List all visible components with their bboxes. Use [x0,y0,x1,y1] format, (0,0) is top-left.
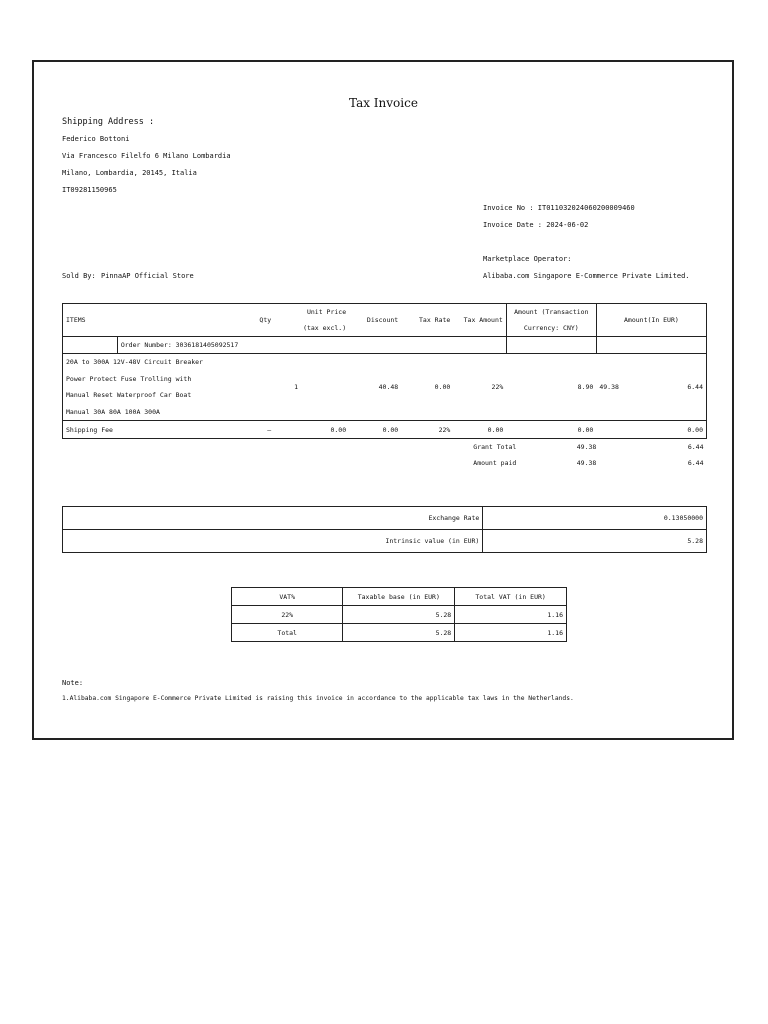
shipping-fee-label: Shipping Fee [63,421,118,439]
marketplace-operator-name: Alibaba.com Singapore E-Commerce Private Limited. [483,272,690,280]
header-amount-transaction-line1: Amount (Transaction [514,308,589,316]
header-amount-eur: Amount(In EUR) [596,304,706,337]
vat-header-rate: VAT% [232,588,343,606]
shipping-fee-discount: 0.00 [349,421,401,439]
items-table [62,303,707,471]
header-unit-price [274,304,349,337]
order-number: Order Number: 3036181405092517 [117,337,506,354]
vat-table-header [232,588,567,606]
shipping-tax-id: IT09281150965 [62,186,117,194]
grand-total-amount-eur: 6.44 [687,443,704,451]
vat-row-taxable: 5.28 [343,606,455,624]
grand-total-cell [453,439,596,456]
shipping-line1: Via Francesco Filelfo 6 Milano Lombardia [62,152,231,160]
item-desc-line4: Manual 30A 80A 100A 300A [66,407,160,416]
exchange-rate-value: 0.13050000 [483,507,707,530]
vat-total-label: Total [232,624,343,642]
marketplace-operator-label: Marketplace Operator: [483,255,572,263]
header-unit-price-line2: (tax excl.) [303,324,347,332]
item-amount-eur-cell [596,354,706,421]
invoice-sheet [32,60,734,740]
item-tax-rate: 22% [453,354,506,421]
table-row [232,606,567,624]
shipping-fee-amount-eur: 0.00 [596,421,706,439]
item-description [63,354,275,421]
sold-by-label: Sold By: [62,272,96,280]
note-label: Note: [62,679,84,687]
order-number-row [63,337,707,354]
header-tax-amount: Tax Amount [453,304,506,337]
vat-header-taxable: Taxable base (in EUR) [343,588,455,606]
shipping-fee-unit-price: 0.00 [274,421,349,439]
grand-total-row [63,439,707,456]
amount-paid-row [63,455,707,471]
shipping-fee-qty: — [117,421,274,439]
invoice-number: Invoice No : IT011032024060200009460 [483,204,635,212]
vat-total-taxable: 5.28 [343,624,455,642]
amount-paid-amount-eur: 6.44 [687,459,704,467]
vat-header-total: Total VAT (in EUR) [455,588,567,606]
shipping-address-label: Shipping Address : [62,117,155,127]
amount-paid-label: Amount paid [473,459,517,467]
grand-total-amount-transaction: 49.38 [576,443,597,451]
vat-table [231,587,567,642]
vat-total-total: 1.16 [455,624,567,642]
item-discount: 0.00 [401,354,453,421]
table-row [232,624,567,642]
item-desc-line3: Manual Reset Waterproof Car Boat [66,391,192,399]
header-amount-transaction [506,304,596,337]
grand-total-label: Grant Total [473,443,517,451]
exchange-table [62,506,707,553]
header-unit-price-line1: Unit Price [306,308,347,316]
vat-row-total: 1.16 [455,606,567,624]
shipping-name: Federico Bottoni [62,135,130,143]
shipping-fee-row [63,421,707,439]
vat-row-rate: 22% [232,606,343,624]
header-amount-transaction-line2: Currency: CNY) [523,324,579,332]
note-text: 1.Alibaba.com Singapore E-Commerce Private Limited is raising this invoice in accordance to the applicable tax laws in the Netherlands. [62,695,574,702]
intrinsic-value-amount: 5.28 [483,530,707,553]
intrinsic-value-row [63,530,707,553]
items-table-header [63,304,707,337]
item-amount-eur: 6.44 [687,383,703,391]
shipping-fee-tax-rate: 22% [401,421,453,439]
amount-paid-cell [453,455,596,471]
amount-paid-amount-transaction: 49.38 [576,459,597,467]
sold-by-store: PinnaAP Official Store [101,272,194,280]
item-desc-line1: 20A to 300A 12V-48V Circuit Breaker [66,358,203,366]
header-items: ITEMS [63,304,118,337]
item-desc-line2: Power Protect Fuse Trolling with [66,374,192,383]
shipping-line2: Milano, Lombardia, 20145, Italia [62,169,197,177]
intrinsic-value-label: Intrinsic value (in EUR) [63,530,483,553]
item-unit-price: 40.48 [349,354,401,421]
invoice-title: Tax Invoice [349,96,418,110]
item-qty: 1 [274,354,349,421]
header-tax-rate: Tax Rate [401,304,453,337]
shipping-fee-amount-transaction: 0.00 [506,421,596,439]
header-qty: Qty [117,304,274,337]
exchange-rate-label: Exchange Rate [63,507,483,530]
item-amount-transaction: 49.38 [599,383,619,391]
item-tax-amount: 8.90 [506,354,596,421]
header-discount: Discount [349,304,401,337]
table-row [63,354,707,421]
exchange-rate-row [63,507,707,530]
invoice-date: Invoice Date : 2024-06-02 [483,221,589,229]
shipping-fee-tax-amount: 0.00 [453,421,506,439]
